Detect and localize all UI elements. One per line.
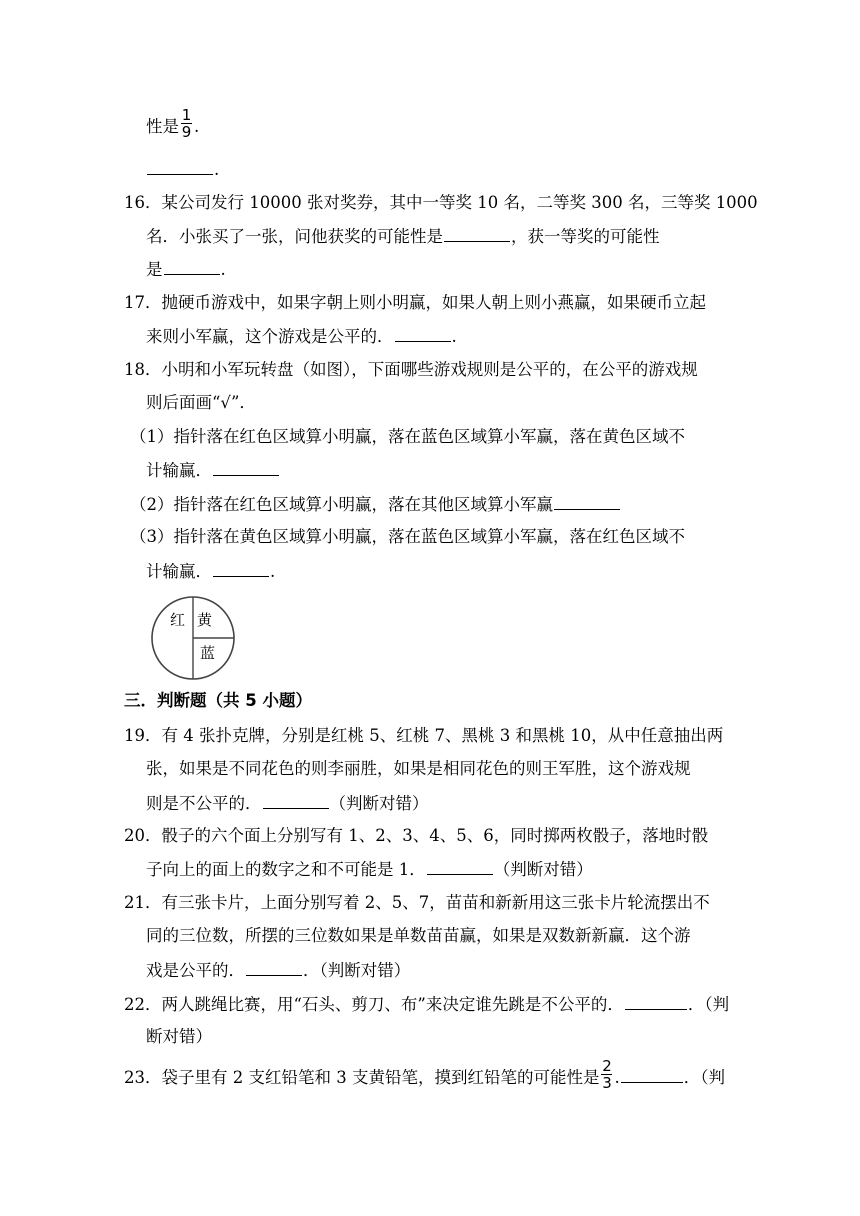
q19-line-3: 则是不公平的． （判断对错） (146, 794, 429, 813)
q18-sub1-line-2: 计输赢． (146, 459, 280, 482)
answer-blank[interactable] (554, 493, 620, 510)
q16-line-1: 16．某公司发行 10000 张对奖券，其中一等奖 10 名，二等奖 300 名，三等奖 1000 (124, 193, 758, 212)
answer-blank[interactable] (213, 560, 269, 577)
q19-line-1: 19．有 4 张扑克牌，分别是红桃 5、红桃 7、黑桃 3 和黑桃 10，从中任意抽出两 (124, 726, 724, 745)
q18-line-1: 18．小明和小军玩转盘（如图），下面哪些游戏规则是公平的，在公平的游戏规 (124, 360, 698, 379)
answer-blank[interactable] (444, 225, 510, 242)
q21-line-1: 21．有三张卡片，上面分别写着 2、5、7，苗苗和新新用这三张卡片轮流摆出不 (124, 893, 710, 912)
spinner-label-blue: 蓝 (200, 644, 216, 662)
q20-line-1: 20．骰子的六个面上分别写有 1、2、3、4、5、6，同时掷两枚骰子，落地时骰 (124, 826, 709, 845)
answer-blank[interactable] (621, 1066, 683, 1083)
q18-sub3-line-2: 计输赢． . (146, 562, 276, 581)
q18-sub3-line-1: （3）指针落在黄色区域算小明赢，落在蓝色区域算小军赢，落在红色区域不 (130, 527, 685, 546)
q19-line-2: 张，如果是不同花色的则李丽胜，如果是相同花色的则王军胜，这个游戏规 (146, 759, 691, 778)
spinner-label-yellow: 黄 (197, 611, 213, 629)
q18-sub2: （2）指针落在红色区域算小明赢，落在其他区域算小军赢 (130, 493, 621, 516)
fraction-one-ninth: $\frac{1}{9}$ (181, 106, 192, 141)
q16-line-2: 名．小张买了一张，问他获奖的可能性是 ，获一等奖的可能性 (146, 227, 660, 246)
answer-blank[interactable] (263, 792, 329, 809)
q20-line-2: 子向上的面上的数字之和不可能是 1． （判断对错） (146, 860, 593, 879)
q23-line-1: 23．袋子里有 2 支红铅笔和 3 支黄铅笔，摸到红铅笔的可能性是 $\frac{2}{3}$ . ．（判 (124, 1057, 725, 1092)
answer-blank[interactable] (395, 325, 451, 342)
q21-line-3: 戏是公平的． ．（判断对错） (146, 961, 411, 980)
q16-line-3: 是 . (146, 260, 226, 279)
answer-blank[interactable] (246, 959, 302, 976)
answer-blank[interactable] (147, 158, 213, 175)
q21-line-2: 同的三位数，所摆的三位数如果是单数苗苗赢，如果是双数新新赢．这个游 (146, 926, 691, 945)
q15-answer-line: . (146, 158, 219, 181)
q17-line-2: 来则小军赢，这个游戏是公平的． . (146, 327, 457, 346)
spinner-figure (150, 595, 236, 681)
prev-question-tail: 性是 $\frac{1}{9}$ . (146, 106, 200, 141)
q18-sub1-line-1: （1）指针落在红色区域算小明赢，落在蓝色区域算小军赢，落在黄色区域不 (130, 427, 685, 446)
q22-line-2: 断对错） (146, 1027, 212, 1046)
fraction-two-thirds: $\frac{2}{3}$ (602, 1057, 612, 1092)
spinner-label-red: 红 (170, 611, 186, 629)
q22-line-1: 22．两人跳绳比赛，用“石头、剪刀、布”来决定谁先跳是不公平的． ．（判 (124, 995, 730, 1014)
answer-blank[interactable] (427, 858, 493, 875)
answer-blank[interactable] (213, 459, 279, 476)
q17-line-1: 17．抛硬币游戏中，如果字朝上则小明赢，如果人朝上则小燕赢，如果硬币立起 (124, 293, 706, 312)
answer-blank[interactable] (625, 993, 687, 1010)
answer-blank[interactable] (164, 258, 220, 275)
q18-line-2: 则后面画“√”． (146, 393, 256, 412)
section-heading: 三．判断题（共 5 小题） (124, 691, 312, 710)
